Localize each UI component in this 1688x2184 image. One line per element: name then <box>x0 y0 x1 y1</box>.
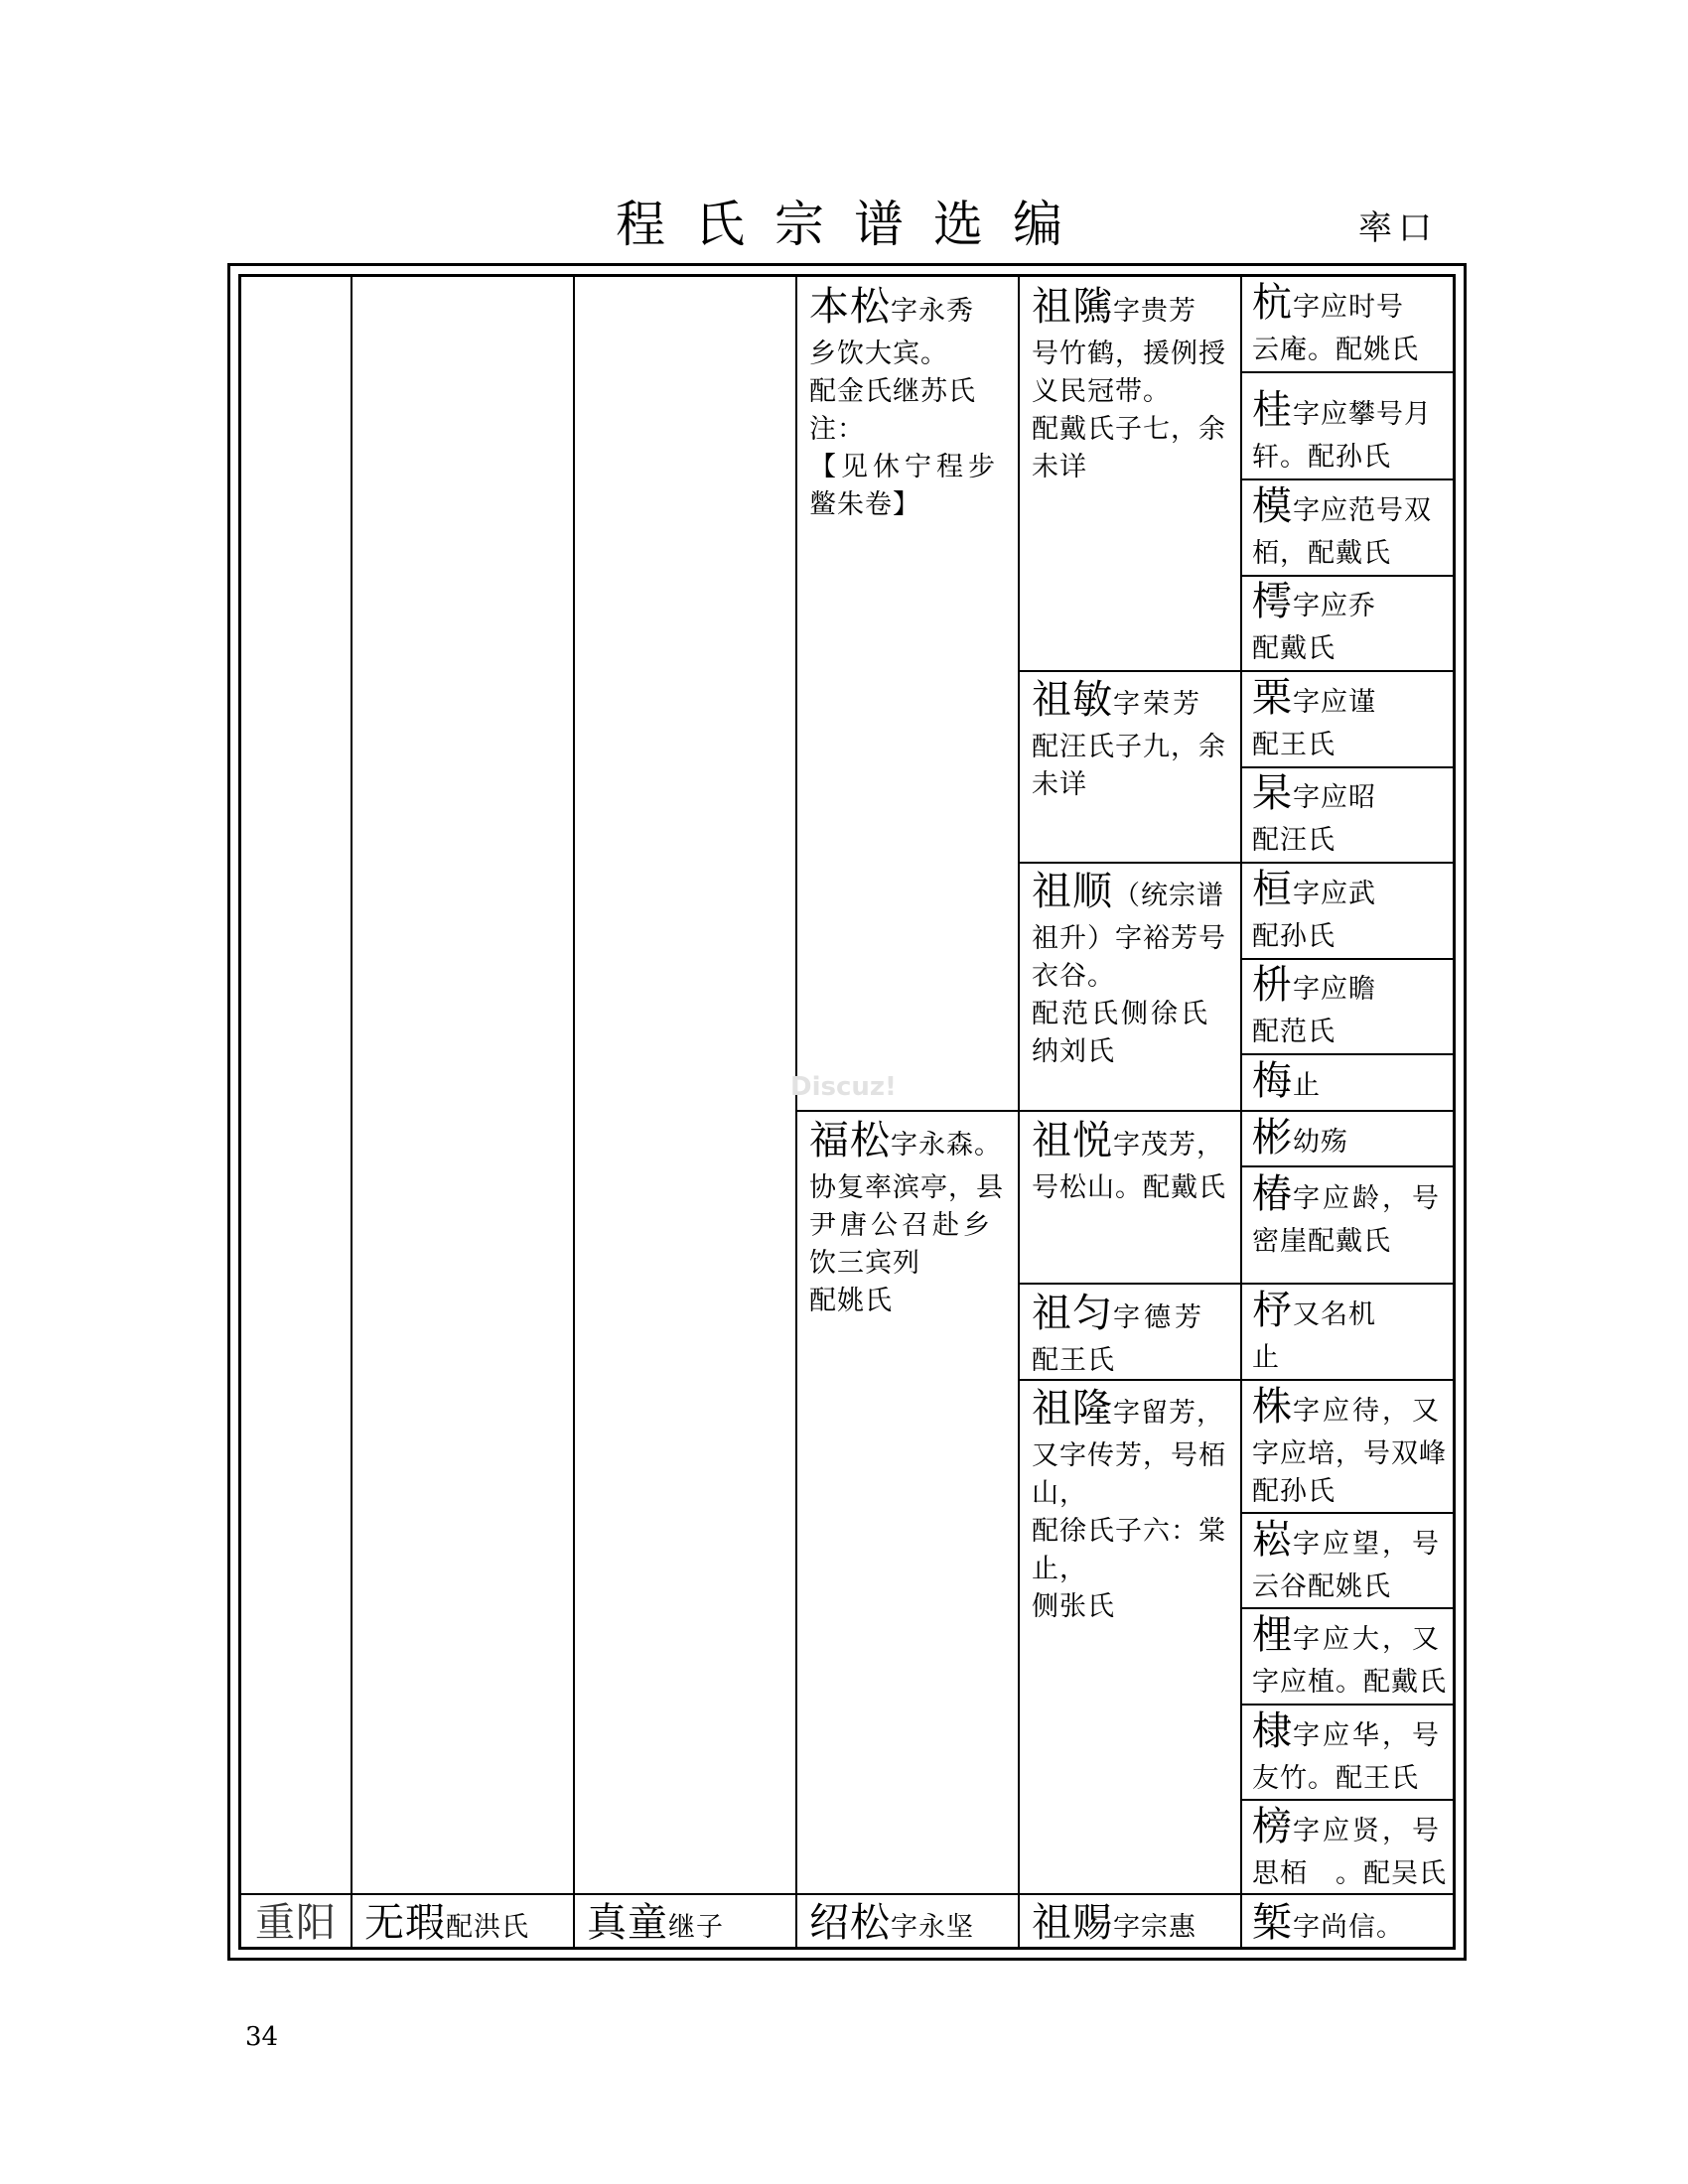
entry-name: 模 <box>1252 483 1293 529</box>
entry-gen6: 榜字应贤，号 思栢 。配吴氏 <box>1252 1804 1447 1889</box>
entry-zushun: 祖顺（统宗谱 祖升）字裕芳号 衣谷。 配范氏侧徐氏 纳刘氏 <box>1032 869 1226 1067</box>
entry-gen6: 崧字应望，号 云谷配姚氏 <box>1252 1517 1442 1602</box>
entry-zumin: 祖敏字荣芳 配汪氏子九，余 未详 <box>1032 677 1226 800</box>
entry-name: 本松 <box>809 284 891 330</box>
entry-name: 杭 <box>1252 280 1293 326</box>
entry-name: 栗 <box>1252 675 1293 721</box>
entry-gen6: 棣字应华，号 友竹。配王氏 <box>1252 1708 1442 1794</box>
entry-gen6: 桂字应攀号月 轩。配孙氏 <box>1252 387 1432 473</box>
entry-name: 椿 <box>1252 1171 1293 1217</box>
entry-name: 杼 <box>1252 1288 1293 1333</box>
entry-name: 绍松 <box>809 1900 891 1946</box>
entry-name: 樗 <box>1252 579 1293 624</box>
genealogy-table <box>238 274 1456 1950</box>
entry-name: 祖赐 <box>1032 1900 1113 1946</box>
bottom-cell-2: 无瑕配洪氏 <box>364 1900 529 1946</box>
entry-bensong: 本松字永秀 乡饮大宾。 配金氏继苏氏 注： 【见休宁程步 鳖朱卷】 <box>809 284 1000 520</box>
entry-name: 棣 <box>1252 1708 1293 1754</box>
entry-name: 杲 <box>1252 770 1293 816</box>
bottom-cell-1 <box>255 1899 347 1952</box>
entry-gen6: 杭字应时号 云庵。配姚氏 <box>1252 280 1419 365</box>
entry-name: 椠 <box>1252 1900 1293 1946</box>
bottom-cell-4: 绍松字永坚 <box>809 1900 974 1946</box>
entry-name: 祖隆 <box>1032 1386 1113 1432</box>
entry-name: 梩 <box>1252 1612 1293 1658</box>
bottom-cell-3: 真童继子 <box>587 1900 724 1946</box>
entry-name: 真童 <box>587 1900 668 1946</box>
entry-gen6: 桓字应武 配孙氏 <box>1252 867 1376 952</box>
entry-name: 福松 <box>809 1118 891 1163</box>
entry-name: 榜 <box>1252 1804 1293 1849</box>
entry-gen6: 杲字应昭 配汪氏 <box>1252 770 1376 856</box>
page-title: 程氏宗谱选编 <box>616 196 1092 253</box>
entry-name: 桓 <box>1252 867 1293 912</box>
entry-gen6: 模字应范号双 栢，配戴氏 <box>1252 483 1432 569</box>
entry-gen6: 枡字应瞻 配范氏 <box>1252 962 1376 1047</box>
bottom-cell-6: 椠字尚信。 <box>1252 1900 1404 1946</box>
entry-zulong: 祖隆字留芳， 又字传芳，号栢 山， 配徐氏子六：棠 止， 侧张氏 <box>1032 1386 1226 1622</box>
entry-gen6: 梩字应大，又 字应植。配戴氏 <box>1252 1612 1447 1698</box>
entry-name: 祖顺 <box>1032 869 1113 914</box>
entry-name: 株 <box>1252 1384 1293 1430</box>
entry-gen6: 杼又名机 止 <box>1252 1288 1376 1373</box>
entry-gen6: 樗字应乔 配戴氏 <box>1252 579 1376 664</box>
entry-name: 祖隲 <box>1032 284 1113 330</box>
entry-zuxi: 祖隲字贵芳 号竹鹤，援例授 义民冠带。 配戴氏子七，余 未详 <box>1032 284 1226 482</box>
entry-name: 祖悦 <box>1032 1118 1113 1163</box>
entry-name: 梅 <box>1252 1058 1293 1104</box>
watermark: Discuz! <box>790 1072 897 1102</box>
entry-zuyun: 祖匀字德芳 配王氏 <box>1032 1291 1205 1376</box>
entry-fusong: 福松字永森。 协复率滨亭，县 尹唐公召赴乡 饮三宾列 配姚氏 <box>809 1118 1004 1316</box>
entry-name: 祖敏 <box>1032 677 1113 723</box>
entry-name: 彬 <box>1252 1115 1293 1160</box>
entry-zuyue: 祖悦字茂芳， 号松山。配戴氏 <box>1032 1118 1226 1203</box>
entry-gen6: 彬幼殇 <box>1252 1115 1348 1160</box>
bottom-cell-5: 祖赐字宗惠 <box>1032 1900 1196 1946</box>
entry-gen6: 梅止 <box>1252 1058 1321 1104</box>
entry-name: 无瑕 <box>364 1900 446 1946</box>
entry-name: 重阳 <box>255 1900 337 1946</box>
entry-gen6: 栗字应谨 配王氏 <box>1252 675 1376 760</box>
entry-gen6: 椿字应龄，号 密崖配戴氏 <box>1252 1171 1442 1257</box>
genealogy-table-frame <box>227 263 1467 1961</box>
entry-name: 枡 <box>1252 962 1293 1008</box>
page-number: 34 <box>245 2022 279 2052</box>
entry-name: 崧 <box>1252 1517 1293 1563</box>
entry-name: 祖匀 <box>1032 1291 1113 1336</box>
entry-gen6: 株字应待，又 字应培，号双峰 配孙氏 <box>1252 1384 1447 1507</box>
place-name: 率口 <box>1358 208 1438 248</box>
entry-name: 桂 <box>1252 387 1293 433</box>
